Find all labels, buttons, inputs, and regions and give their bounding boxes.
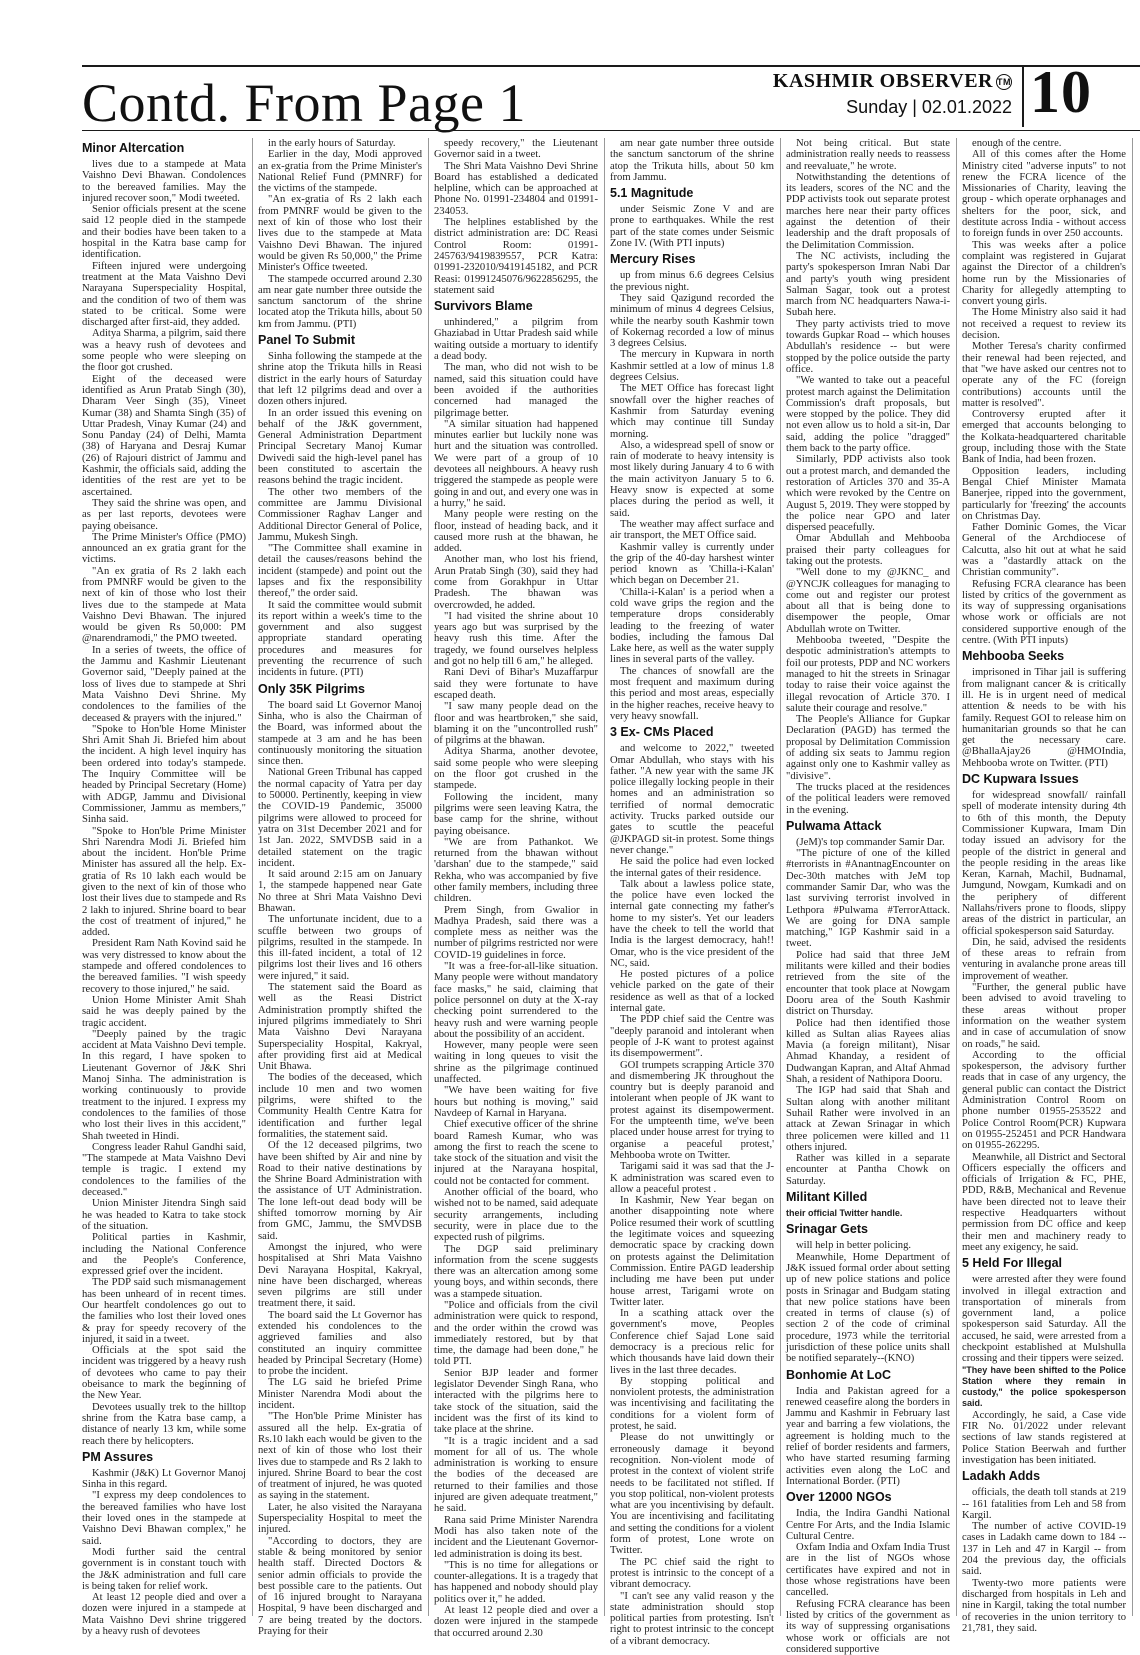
body-paragraph: The DGP said preliminary information from the scene suggests there was an altercation among some young boys, and within seconds, there was a stampede situation. xyxy=(434,1243,598,1300)
body-paragraph: They party activists tried to move towards Gupkar Road -- which houses Abdullah's residence -- but were stopped by the police outside the party office. xyxy=(786,318,950,375)
body-paragraph: were arrested after they were found involved in illegal extraction and transportation of minerals from government land, a police spokesperson said Saturday. All the accused, he said, were arrested from a checkpoint established at Mulshulla crossing and their tippers were seized. xyxy=(962,1274,1126,1365)
body-paragraph: under Seismic Zone V and are prone to earthquakes. While the rest part of the state comes under Seismic Zone IV. (With PTI inputs) xyxy=(610,204,774,250)
body-paragraph: for widespread snowfall/ rainfall spell of moderate intensity during 4th to 6th of this month, the Deputy Commissioner Kupwara, Imam Din today issued an advisory for the people of the district in general and the people residing in the areas like Keran, Karnah, Machil, Budnamal, Jumgund, Nowgam, Kumkadi and on the periphery of different Nallahs/rivers prone to floods, slippy areas of the district in particular, an official spokesperson said Saturday. xyxy=(962,790,1126,937)
body-paragraph: The trucks placed at the residences of the political leaders were removed in the evening. xyxy=(786,781,950,816)
body-paragraph: Mehbooba tweeted, "Despite the despotic administration's attempts to foil our protests, PDP and NC workers managed to hit the streets in Srinagar today to raise their voice against the illegal revocation of Article 370. I salute their courage and resolve." xyxy=(786,635,950,714)
body-paragraph: Modi further said the central government is in constant touch with the J&K administration and full care is being taken for relief work. xyxy=(82,1546,246,1592)
body-paragraph: Rather was killed in a separate encounter at Pantha Chowk on Saturday. xyxy=(786,1153,950,1187)
body-paragraph: India, the Indira Gandhi National Centre For Arts, and the India Islamic Cultural Centre. xyxy=(786,1508,950,1542)
body-paragraph: The People's Alliance for Gupkar Declaration (PAGD) has termed the proposal by Delimitation Commission of adding six seats to Jammu region against only one to Kashmir valley as "divisive". xyxy=(786,714,950,782)
body-paragraph: Also, a widespread spell of snow or rain of moderate to heavy intensity is most likely during January 4 to 6 with the main activityon January 5 to 6. Heavy snow is expected at some places during the period as well, it said. xyxy=(610,439,774,519)
body-paragraph: It said around 2:15 am on January 1, the stampede happened near Gate No three at Shri Mata Vaishno Devi Bhawan. xyxy=(258,869,422,914)
body-paragraph: It said the committee would submit its report within a week's time to the government and also suggest appropriate standard operating procedures and measures for preventing the recurrence of such incidents in future. (PTI) xyxy=(258,599,422,679)
body-paragraph: Talk about a lawless police state, the police have even locked the internal gate connecting my father's home to my sister's. Yet our leaders have the cheek to tell the world that India is the largest democracy, hah!! Omar, who is the vice president of the NC, said. xyxy=(610,878,774,969)
body-paragraph: Another man, who lost his friend, Arun Pratab Singh (30), said they had come from Gorakhpur in Uttar Pradesh. The bhawan was overcrowded, he added. xyxy=(434,554,598,611)
body-paragraph: am near gate number three outside the sanctum sanctorum of the shrine atop the Trikuta hills, about 50 km from Jammu. xyxy=(610,138,774,183)
body-paragraph: and welcome to 2022," tweeted Omar Abdullah, who stays with his father. "A new year with the same JK police illegally locking people in their homes and an administration so terrified of normal democratic activity. Trucks parked outside our gates to scuttle the peaceful @JKPAGD sit-in protest. Some things never change." xyxy=(610,743,774,856)
body-paragraph: In Kashmir, New Year began on another disappointing note where Police resumed their work of scuttling the legitimate voices and squeezing democratic space by cracking down on protests against the Delimitation Commission. Entire PAGD leadership including me have been put under house arrest, Tarigami wrote on Twitter later. xyxy=(610,1195,774,1308)
body-paragraph: "I saw many people dead on the floor and was heartbroken," she said, blaming it on the "uncontrolled rush" of pilgrims at the bhawan. xyxy=(434,701,598,747)
body-paragraph: The board said Lt Governor Manoj Sinha, who is also the Chairman of the Board, was informed about the stampede at 3 am and he has been continuously monitoring the situation since then. xyxy=(258,699,422,768)
article-columns xyxy=(82,138,1128,1655)
body-paragraph: (JeM)'s top commander Samir Dar. xyxy=(796,836,945,848)
body-paragraph: Meanwhile, Home Department of J&K issued formal order about setting up of new police stations and police posts in Srinagar and Budgam stating that new police stations have been created in terms of clause (s) of section 2 of the code of criminal procedure, 1973 while the territorial jurisdiction of these police units shall be notified separately--(KNO) xyxy=(786,1251,950,1365)
body-paragraph: Fifteen injured were undergoing treatment at the Mata Vaishno Devi Narayana Superspeciality Hospital, and the condition of two of them was stated to be critical. Some were discharged after first-aid, they added. xyxy=(82,260,246,329)
section-heading: Minor Altercation xyxy=(82,141,185,155)
body-paragraph: "The Hon'ble Prime Minister has assured all the help. Ex-gratia of Rs.10 lakh each would be given to the next of kin of those who lost their lives due to stampede and Rs 2 lakh to injured. Shrine Board to bear the cost of treatment of injured, he was quoted as saying in the statement. xyxy=(258,1411,422,1502)
column-3 xyxy=(434,138,598,1639)
body-paragraph: Kashmir (J&K) Lt Governor Manoj Sinha in this regard. xyxy=(82,1467,246,1491)
body-paragraph: Meanwhile, all District and Sectoral Officers especially the officers and officials of Irrigation & FC, PHE, PDD, R&B, Mechanical and Revenue have been directed not to leave their respective Headquarters without permission from DC office and keep their men and machinery ready to meet any exigency, he said. xyxy=(962,1151,1126,1253)
section-heading: Over 12000 NGOs xyxy=(786,1490,892,1505)
page-number: 10 xyxy=(1030,59,1092,125)
body-paragraph: The man, who did not wish to be named, said this situation could have been avoided if the authorities concerned had managed the pilgrimage better. xyxy=(434,362,598,419)
body-paragraph: Another official of the board, who wished not to be named, said adequate security arrangements, including security, were in place due to the expected rush of pilgrims. xyxy=(434,1187,598,1244)
section-heading: Panel To Submit xyxy=(258,333,355,348)
body-paragraph: Refusing FCRA clearance has been listed by critics of the government as its way of suppressing organisations whose work or officials are not considered supportive xyxy=(786,1598,950,1655)
body-paragraph: The stampede occurred around 2.30 am near gate number three outside the sanctum sanctorum of the shrine located atop the Trikuta hills, about 50 km from Jammu. (PTI) xyxy=(258,273,422,330)
body-paragraph: "This is no time for allegations or counter-allegations. It is a tragedy that has happened and nobody should play politics over it," he added. xyxy=(434,1559,598,1605)
body-paragraph: The NC activists, including the party's spokesperson Imran Nabi Dar and party's youth wing president Salman Sagar, took out a protest march from NC headquarters Nawa-i-Subah here. xyxy=(786,250,950,319)
body-paragraph: In an order issued this evening on behalf of the J&K government, General Administration Department Principal Secretary Manoj Kumar Dwivedi said the high-level panel has been constituted to ascertain the reasons behind the tragic incident. xyxy=(258,407,422,487)
brand-logo xyxy=(773,70,1012,93)
body-paragraph: "An ex gratia of Rs 2 lakh each from PMNRF would be given to the next of kin of those who lost their lives due to the stampede at Mata Vaishno Devi Bhawan. The injured would be given Rs 50,000: PM @narendramodi," the PMO tweeted. xyxy=(82,565,246,645)
body-paragraph: 'Chilla-i-Kalan' is a period when a cold wave grips the region and the temperature drops considerably leading to the freezing of water bodies, including the famous Dal Lake here, as well as the water supply lines in several parts of the valley. xyxy=(610,586,774,666)
body-paragraph: Police had then identified those killed as Sultan alias Rayees alias Mavia (a foreign militant), Nisar Ahmad Khanday, a resident of Dudwangan Kapran, and Altaf Ahmad Shah, a resident of Nathipora Dooru. xyxy=(786,1017,950,1086)
body-paragraph: "According to doctors, they are stable & being monitored by senior health staff. Directed Doctors & senior admin officials to provide the best possible care to the patients. Out of 16 injured brought to Narayana Hospital, 9 have been discharged and 7 are being treated by the doctors. Praying for their xyxy=(258,1535,422,1637)
body-paragraph: speedy recovery," the Lieutenant Governor said in a tweet. xyxy=(434,138,598,161)
body-paragraph: The statement said the Board as well as the Reasi District Administration promptly shifted the injured pilgrims immediately to Shri Mata Vaishno Devi Narayana Superspeciality Hospital, Kakryal, after providing first aid at Medical Unit Bhawa. xyxy=(258,982,422,1073)
body-paragraph: Rani Devi of Bihar's Muzaffarpur said they were fortunate to have escaped death. xyxy=(434,667,598,701)
column-5 xyxy=(786,138,950,1655)
body-paragraph: The weather may affect surface and air transport, the MET Office said. xyxy=(610,518,774,542)
body-paragraph: Later, he also visited the Narayana Superspeciality Hospital to meet the injured. xyxy=(258,1501,422,1536)
body-paragraph: Please do not unwittingly or erroneously damage it beyond recognition. Non-violent mode of protest in the context of violent strife needs to be facilitated not stifled. If you stop political, non-violent protests what are you incentivising by default. You are incentivising and facilitating and setting the conditions for a violent form of protest, Lone wrote on Twitter. xyxy=(610,1432,774,1557)
column-6 xyxy=(962,138,1126,1634)
body-paragraph: The PC chief said the right to protest is intrinsic to the concept of a vibrant democracy. xyxy=(610,1556,774,1591)
body-paragraph: Many people were resting on the floor, instead of heading back, and it caused more rush at the bhawan, he added. xyxy=(434,509,598,555)
issue-date: Sunday | 02.01.2022 xyxy=(846,97,1012,117)
body-paragraph: They said Qazigund recorded the minimum of minus 4 degrees Celsius, while the nearby south Kashmir town of Kokernag recorded a low of minus 3 degrees Celsius. xyxy=(610,292,774,350)
body-paragraph: Aditya Sharma, another devotee, said some people who were sleeping on the floor got crushed in the stampede. xyxy=(434,746,598,792)
body-paragraph: Controversy erupted after it emerged that accounts belonging to the Kolkata-headquartered charitable group, including those with the State Bank of India, had been frozen. xyxy=(962,409,1126,466)
header-rule xyxy=(82,130,1140,131)
body-paragraph: The PDP said such mismanagement has been unheard of in recent times. Our heartfelt condolences go out to the families who lost their loved ones & pray for speedy recovery of the injured, it said in a tweet. xyxy=(82,1277,246,1345)
section-heading: 3 Ex- CMs Placed xyxy=(610,725,714,740)
body-paragraph: Union Minister Jitendra Singh said he was headed to Katra to take stock of the situation. xyxy=(82,1198,246,1232)
body-paragraph: "We are from Pathankot. We returned from the bhawan without 'darshan' due to the stampede," said Rekha, who was accompanied by five other family members, including three children. xyxy=(434,836,598,905)
body-paragraph: The Shri Mata Vaishno Devi Shrine Board has established a dedicated helpline, which can be approached at Phone No. 01991-234804 and 01991-234053. xyxy=(434,160,598,217)
body-paragraph: Senior BJP leader and former legislator Devender Singh Rana, who interacted with the pilgrims here to take stock of the situation, said the incident was the first of its kind to take place at the shrine. xyxy=(434,1367,598,1436)
section-heading: Ladakh Adds xyxy=(962,1469,1041,1484)
body-paragraph: "I express my deep condolences to the bereaved families who have lost their loved ones in the stampede at Vaishno Devi Bhawan complex," he said. xyxy=(82,1490,246,1547)
column-2 xyxy=(258,138,422,1637)
body-paragraph: Officials at the spot said the incident was triggered by a heavy rush of devotees who came to pay their obeisance to mark the beginning of the New Year. xyxy=(82,1345,246,1402)
section-heading: Srinagar Gets xyxy=(786,1222,868,1237)
section-heading: Mehbooba Seeks xyxy=(962,649,1065,664)
body-paragraph: "It was a free-for-all-like situation. Many people were without mandatory face masks," he said, claiming that police personnel on duty at the X-ray checking point surrendered to the heavy rush and were warning people about the possibility of an accident. xyxy=(434,961,598,1040)
body-paragraph: Political parties in Kashmir, including the National Conference and the People's Conference, expressed grief over the incident. xyxy=(82,1232,246,1278)
body-paragraph: "The Committee shall examine in detail the causes/reasons behind the incident (stampede) and point out the lapses and fix the responsibility thereof," the order said. xyxy=(258,543,422,600)
body-paragraph: Opposition leaders, including Bengal Chief Minister Mamata Banerjee, ripped into the government, particularly for 'freezing' the accounts on Christmas Day. xyxy=(962,465,1126,522)
section-heading: Only 35K Pilgrims xyxy=(258,681,365,696)
body-paragraph: The mercury in Kupwara in north Kashmir settled at a low of minus 1.8 degrees Celsius. xyxy=(610,349,774,384)
section-heading: Bonhomie At LoC xyxy=(786,1367,892,1382)
body-paragraph: The IGP had said that Shah and Sultan along with another militant Suhail Rather were involved in an attack at Zewan Srinagar in which three policemen were killed and 11 others injured. xyxy=(786,1085,950,1153)
column-1 xyxy=(82,138,246,1637)
body-paragraph: However, many people were seen waiting in long queues to visit the shrine as the pilgrimage continued unaffected. xyxy=(434,1040,598,1086)
body-paragraph: will help in better policing. xyxy=(796,1240,912,1252)
body-paragraph: He said the police had even locked the internal gates of their residence. xyxy=(610,856,774,879)
masthead-divider xyxy=(1022,65,1024,127)
body-paragraph: The Prime Minister's Office (PMO) announced an ex gratia grant for the victims. xyxy=(82,531,246,566)
body-paragraph: unhindered," a pilgrim from Ghaziabad in Uttar Pradesh said while waiting outside a mortuary to identify a dead body. xyxy=(434,317,598,363)
body-paragraph: According to the official spokesperson, the advisory further reads that in case of any urgency, the general public can contact the District Administration Control Room on phone number 01955-253522 and Police Control Room(PCR) Kupwara on 01955-252451 and PCR Handwara on 01955-262295. xyxy=(962,1049,1126,1152)
body-paragraph: The other two members of the committee are Jammu Divisional Commissioner Raghav Langer and Additional Director General of Police, Jammu, Mukesh Singh. xyxy=(258,486,422,543)
body-paragraph: officials, the death toll stands at 219 -- 161 fatalities from Leh and 58 from Kargil. xyxy=(962,1487,1126,1521)
section-heading: Pulwama Attack xyxy=(786,818,882,833)
page-title: Contd. From Page 1 xyxy=(82,73,527,133)
body-paragraph: Eight of the deceased were identified as Arun Pratab Singh (30), Dharam Veer Singh (35), Vineet Kumar (38) and Shamta Singh (35) of Uttar Pradesh, Vinay Kumar (24) and Sonu Panday (24) of Delhi, Mamta (38) of Haryana and Desraj Kumar (26) of Rajouri district of Jammu and Kashmir, the officials said, adding the identities of the rest are yet to be ascertained. xyxy=(82,373,246,498)
body-paragraph: Chief executive officer of the shrine board Ramesh Kumar, who was among the first to reach the scene to take stock of the situation and visit the injured at the Narayana hospital, could not be contacted for comment. xyxy=(434,1119,598,1187)
body-paragraph: At least 12 people died and over a dozen were injured in the stampede that occurred around 2.30 xyxy=(434,1605,598,1639)
body-paragraph: "It is a tragic incident and a sad moment for all of us. The whole administration is working to ensure the bodies of the deceased are returned to their families and those injured are given adequate treatment," he said. xyxy=(434,1435,598,1515)
body-paragraph: "Well done to my @JKNC_ and @YNCJK colleagues for managing to come out and register our protest about all that is being done to disempower the people, Omar Abdullah wrote on Twitter. xyxy=(786,567,950,635)
body-paragraph: Union Home Minister Amit Shah said he was deeply pained by the tragic accident. xyxy=(82,994,246,1029)
body-paragraph: Prem Singh, from Gwalior in Madhya Pradesh, said there was a complete mess as neither was the number of pilgrims restricted nor were COVID-19 guidelines in force. xyxy=(434,904,598,961)
body-paragraph: Following the incident, many pilgrims were seen leaving Katra, the base camp for the shrine, without paying obeisance. xyxy=(434,791,598,837)
body-paragraph: The bodies of the deceased, which include 10 men and two women pilgrims, were shifted to the Community Health Centre Katra for identification and further legal formalities, the statement said. xyxy=(258,1072,422,1140)
section-heading: DC Kupwara Issues xyxy=(962,772,1079,787)
body-paragraph: Kashmir valley is currently under the grip of the 40-day harshest winter period known as 'Chilla-i-Kalan' which began on December 21. xyxy=(610,541,774,587)
section-heading: 5 Held For Illegal xyxy=(962,1256,1063,1271)
body-paragraph: The chances of snowfall are the most frequent and maximum during this period and most areas, especially in the higher reaches, receive heavy to very heavy snowfall. xyxy=(610,665,774,722)
body-paragraph: Notwithstanding the detentions of its leaders, scores of the NC and the PDP activists took out separate protest marches here near their party offices against the detention of their leadership and the draft proposals of the Delimitation Commission. xyxy=(786,171,950,251)
body-paragraph: "A similar situation had happened minutes earlier but luckily none was hurt and the situation was controlled. We were part of a group of 10 devotees all neighbours. A heavy rush triggered the stampede as people were going in and out, and every one was in a hurry," he said. xyxy=(434,418,598,509)
body-paragraph: "Further, the general public have been advised to avoid traveling to these areas without proper information on the weather system and in case of accumulation of snow on roads," he said. xyxy=(962,982,1126,1050)
body-paragraph: "Spoke to Hon'ble Prime Minister Shri Narendra Modi Ji. Briefed him about the incident. Hon'ble Prime Minister has assured all the help. Ex-gratia of Rs 10 lakh each would be given to the next of kin of those who lost their lives due to stampede and Rs 2 lakh to injured. Shrine board to bear the cost of treatment of injured," he added. xyxy=(82,825,246,939)
body-paragraph: Of the 12 deceased pilgrims, two have been shifted by Air and nine by Road to their native destinations by the Shrine Board Administration with the assistance of UT Administration. The lone left-out dead body will be shifted tomorrow morning by Air from GMC, Jammu, the SMVDSB said. xyxy=(258,1140,422,1242)
section-heading: 5.1 Magnitude xyxy=(610,186,694,201)
section-heading: PM Assures xyxy=(82,1449,154,1464)
trademark-badge: TM xyxy=(996,74,1012,90)
body-paragraph: enough of the centre. xyxy=(972,138,1062,149)
body-paragraph: In a scathing attack over the government's move, Peoples Conference chief Sajad Lone said democracy is a precious relic for which thousands have laid down their lives in the last three decades. xyxy=(610,1308,774,1376)
body-paragraph: "I can't see any valid reason y the state administration should stop political parties from protesting. Isn't right to protest intrinsic to the concept of a vibrant democracy. xyxy=(610,1590,774,1647)
body-paragraph: This was weeks after a police complaint was registered in Gujarat against the Director of a children's home run by the Missionaries of Charity for allegedly attempting to convert young girls. xyxy=(962,239,1126,308)
body-paragraph: The board said the Lt Governor has extended his condolences to the aggrieved families and also constituted an inquiry committee headed by Principal Secretary (Home) to probe the incident. xyxy=(258,1309,422,1378)
body-paragraph: Din, he said, advised the residents of these areas to refrain from venturing in avalanche prone areas till improvement of weather. xyxy=(962,936,1126,982)
body-paragraph: Police had said that three JeM militants were killed and their bodies retrieved from the site of the encounter that took place at Nowgam Dooru area of the South Kashmir district on Thursday. xyxy=(786,949,950,1018)
body-paragraph: "An ex-gratia of Rs 2 lakh each from PMNRF would be given to the next of kin of those who lost their lives due to the stampede at Mata Vaishno Devi Bhawan. The injured would be given Rs 50,000," the Prime Minister's Office tweeted. xyxy=(258,194,422,274)
body-paragraph: Similarly, PDP activists also took out a protest march, and demanded the restoration of Articles 370 and 35-A which were revoked by the Centre on August 5, 2019. They were stopped by the police near GPO and later dispersed peacefully. xyxy=(786,454,950,534)
caption-text: "They have been shifted to the Police Station where they remain in custody," the police spokesperson said. xyxy=(962,1364,1126,1409)
caption-text: their official Twitter handle. xyxy=(786,1208,903,1219)
body-paragraph: lives due to a stampede at Mata Vaishno Devi Bhawan. Condolences to the bereaved families. May the injured recover soon," Modi tweeted. xyxy=(82,159,246,204)
body-paragraph: India and Pakistan agreed for a renewed ceasefire along the borders in Jammu and Kashmir in February last year and barring a few violations, the agreement is holding much to the relief of border residents and farmers, who have started resuming farming activities even along the LoC and International Border. (PTI) xyxy=(786,1385,950,1487)
body-paragraph: The MET Office has forecast light snowfall over the higher reaches of Kashmir from Saturday evening which may continue till Sunday morning. xyxy=(610,383,774,440)
body-paragraph: "Spoke to Hon'ble Home Minister Shri Amit Shah Ji. Briefed him about the incident. A high level inquiry has been ordered into today's stampede. The Inquiry Committee will be headed by Principal Secretary (Home) with ADGP, Jammu and Divisional Commissioner, Jammu as members," Sinha said. xyxy=(82,723,246,826)
body-paragraph: Refusing FCRA clearance has been listed by critics of the government as its way of suppressing organisations whose work or officials are not considered supportive enough of the centre. (With PTI inputs) xyxy=(962,578,1126,647)
body-paragraph: Devotees usually trek to the hilltop shrine from the Katra base camp, a distance of nearly 13 km, while some reach there by helicopters. xyxy=(82,1401,246,1447)
body-paragraph: The Home Ministry also said it had not received a request to review its decision. xyxy=(962,307,1126,342)
masthead xyxy=(773,70,1012,118)
section-heading: Mercury Rises xyxy=(610,252,696,267)
body-paragraph: Oxfam India and Oxfam India Trust are in the list of NGOs whose certificates have expired and not in those whose registrations have been cancelled. xyxy=(786,1542,950,1599)
body-paragraph: imprisoned in Tihar jail is suffering from malignant cancer & is critically ill. He is in urgent need of medical attention & needs to be with his family. Request GOI to release him on humanitarian grounds so that he can get the necessary care. @BhallaAjay26 @HMOIndia, Mehbooba wrote on Twitter. (PTI) xyxy=(962,667,1126,769)
body-paragraph: At least 12 people died and over a dozen were injured in a stampede at Mata Vaishno Devi shrine triggered by a heavy rush of devotees xyxy=(82,1592,246,1637)
body-paragraph: Rana said Prime Minister Narendra Modi has also taken note of the incident and the Lieutenant Governor-led administration is doing its best. xyxy=(434,1514,598,1560)
top-rule xyxy=(82,65,1140,67)
body-paragraph: The number of active COVID-19 cases in Ladakh came down to 184 -- 137 in Leh and 47 in Kargil -- from 204 the previous day, the officials said. xyxy=(962,1521,1126,1578)
body-paragraph: Earlier in the day, Modi approved an ex-gratia from the Prime Minister's National Relief Fund (PMNRF) for the victims of the stampede. xyxy=(258,149,422,195)
body-paragraph: He posted pictures of a police vehicle parked on the gate of their residence as well as that of a locked internal gate. xyxy=(610,969,774,1015)
body-paragraph: The LG said he briefed Prime Minister Narendra Modi about the incident. xyxy=(258,1377,422,1412)
section-heading: Militant Killed xyxy=(786,1190,868,1205)
body-paragraph: Amongst the injured, who were hospitalised at Shri Mata Vaishno Devi Narayana Hospital, Kakryal, nine have been discharged, whereas seven pilgrims are still under treatment there, it said. xyxy=(258,1241,422,1310)
body-paragraph: GOI trumpets scrapping Article 370 and dismembering JK throughout the country but is deeply paranoid and intolerant when people of JK want to protest against its disempowerment. For the umpteenth time, we've been placed under house arrest for trying to organise a peaceful protest,' Mehbooba wrote on Twitter. xyxy=(610,1059,774,1161)
body-paragraph: "Deeply pained by the tragic accident at Mata Vaishno Devi temple. In this regard, I have spoken to Lieutenant Governor of J&K Shri Manoj Sinha. The administration is working continuously to provide treatment to the injured. I express my condolences to the families of those who lost their lives in this accident," Shah tweeted in Hindi. xyxy=(82,1028,246,1142)
body-paragraph: Father Dominic Gomes, the Vicar General of the Archdiocese of Calcutta, also hit out at what he said was a "dastardly attack on the Christian community". xyxy=(962,522,1126,579)
body-paragraph: Not being critical. But state administration really needs to reassess and reevaluate," he wrote. xyxy=(786,138,950,172)
column-4 xyxy=(610,138,774,1647)
body-paragraph: Twenty-two more patients were discharged from hospitals in Leh and nine in Kargil, taking the total number of recoveries in the union territory to 21,781, they said. xyxy=(962,1577,1126,1634)
body-paragraph: The helplines established by the district administration are: DC Reasi Control Room: 01991-245763/9419839557, PCR Katra: 01991-232010/9419145182, and PCR Reasi: 01991245076/9622856295, the statement said xyxy=(434,217,598,296)
body-paragraph: "Police and officials from the civil administration were quick to respond, and the order within the crowd was immediately restored, but by that time, the damage had been done," he told PTI. xyxy=(434,1299,598,1368)
body-paragraph: All of this comes after the Home Ministry cited "adverse inputs" to not renew the FCRA licence of the Missionaries of Charity, leaving the group - which operate orphanages and shelters for the poor, sick, and destitute across India - without access to foreign funds in over 250 accounts. xyxy=(962,149,1126,240)
body-paragraph: Tarigami said it was sad that the J-K administration was scared even to allow a peaceful protest . xyxy=(610,1161,774,1195)
brand-name: KASHMIR OBSERVER xyxy=(772,70,993,92)
body-paragraph: "We have been waiting for five hours but nothing is moving," said Navdeep of Karnal in Haryana. xyxy=(434,1085,598,1119)
body-paragraph: Senior officials present at the scene said 12 people died in the stampede and their bodies have been taken to a hospital in the Katra base camp for identification. xyxy=(82,204,246,261)
body-paragraph: up from minus 6.6 degrees Celsius the previous night. xyxy=(610,270,774,293)
body-paragraph: "The picture of one of the killed #terrorists in #AnantnagEncounter on Dec-30th matches with JeM top commander Samir Dar, who was the last surviving terrorist involved in Lethpora #Pulwama #TerrorAttack. We are going for DNA sample matching," IGP Kashmir said in a tweet. xyxy=(786,848,950,950)
body-paragraph: Accordingly, he said, a Case vide FIR No. 01/2022 under relevant sections of law stands registered at Police Station Beerwah and further investigation has been initiated. xyxy=(962,1409,1126,1466)
body-paragraph: "We wanted to take out a peaceful protest march against the Delimitation Commission's draft proposals, but were stopped by the police. They did not even allow us to hold a sit-in, Dar said, adding the police "dragged" them back to the party office. xyxy=(786,375,950,455)
body-paragraph: Sinha following the stampede at the shrine atop the Trikuta hills in Reasi district in the early hours of Saturday that left 12 pilgrims dead and over a dozen others injured. xyxy=(258,351,422,408)
body-paragraph: "I had visited the shrine about 10 years ago but was surprised by the heavy rush this time. After the tragedy, we found ourselves helpless and got no help till 6 am," he alleged. xyxy=(434,610,598,668)
section-heading: Survivors Blame xyxy=(434,299,533,314)
body-paragraph: By stopping political and nonviolent protests, the administration was incentivising and facilitating the conditions for a violent form of protest, he said. xyxy=(610,1375,774,1433)
body-paragraph: The unfortunate incident, due to a scuffle between two groups of pilgrims, resulted in the stampede. In this ill-fated incident, a total of 12 pilgrims lost their lives and 16 others were injured," it said. xyxy=(258,914,422,982)
body-paragraph: In a series of tweets, the office of the Jammu and Kashmir Lieutenant Governor said, "Deeply pained at the loss of lives due to stampede at Shri Mata Vaishno Devi Shrine. My condolences to the families of the deceased & prayers with the injured." xyxy=(82,644,246,724)
body-paragraph: Aditya Sharma, a pilgrim, said there was a heavy rush of devotees and some people who were sleeping on the floor got crushed. xyxy=(82,328,246,374)
body-paragraph: Omar Abdullah and Mehbooba praised their party colleagues for taking out the protests. xyxy=(786,533,950,567)
body-paragraph: The PDP chief said the Centre was "deeply paranoid and intolerant when people of J-K want to protest against its disempowerment". xyxy=(610,1014,774,1060)
body-paragraph: in the early hours of Saturday. xyxy=(268,138,396,149)
body-paragraph: They said the shrine was open, and as per last reports, devotees were paying obeisance. xyxy=(82,497,246,532)
body-paragraph: National Green Tribunal has capped the normal capacity of Yatra per day to 50000. Pertinently, keeping in view the COVID-19 Pandemic, 35000 pilgrims were allowed to proceed for yatra on 31st December 2021 and for 1st Jan. 2022, SMVDSB said in a detailed statement on the tragic incident. xyxy=(258,767,422,869)
body-paragraph: President Ram Nath Kovind said he was very distressed to know about the stampede and offered condolences to the bereaved families. "I wish speedy recovery to those injured," he said. xyxy=(82,938,246,995)
body-paragraph: Mother Teresa's charity confirmed their renewal had been rejected, and that "we have asked our centres not to operate any of the FC (foreign contributions) accounts until the matter is resolved". xyxy=(962,341,1126,409)
body-paragraph: Congress leader Rahul Gandhi said, "The stampede at Mata Vaishno Devi temple is tragic. I extend my condolences to the families of the deceased." xyxy=(82,1141,246,1199)
